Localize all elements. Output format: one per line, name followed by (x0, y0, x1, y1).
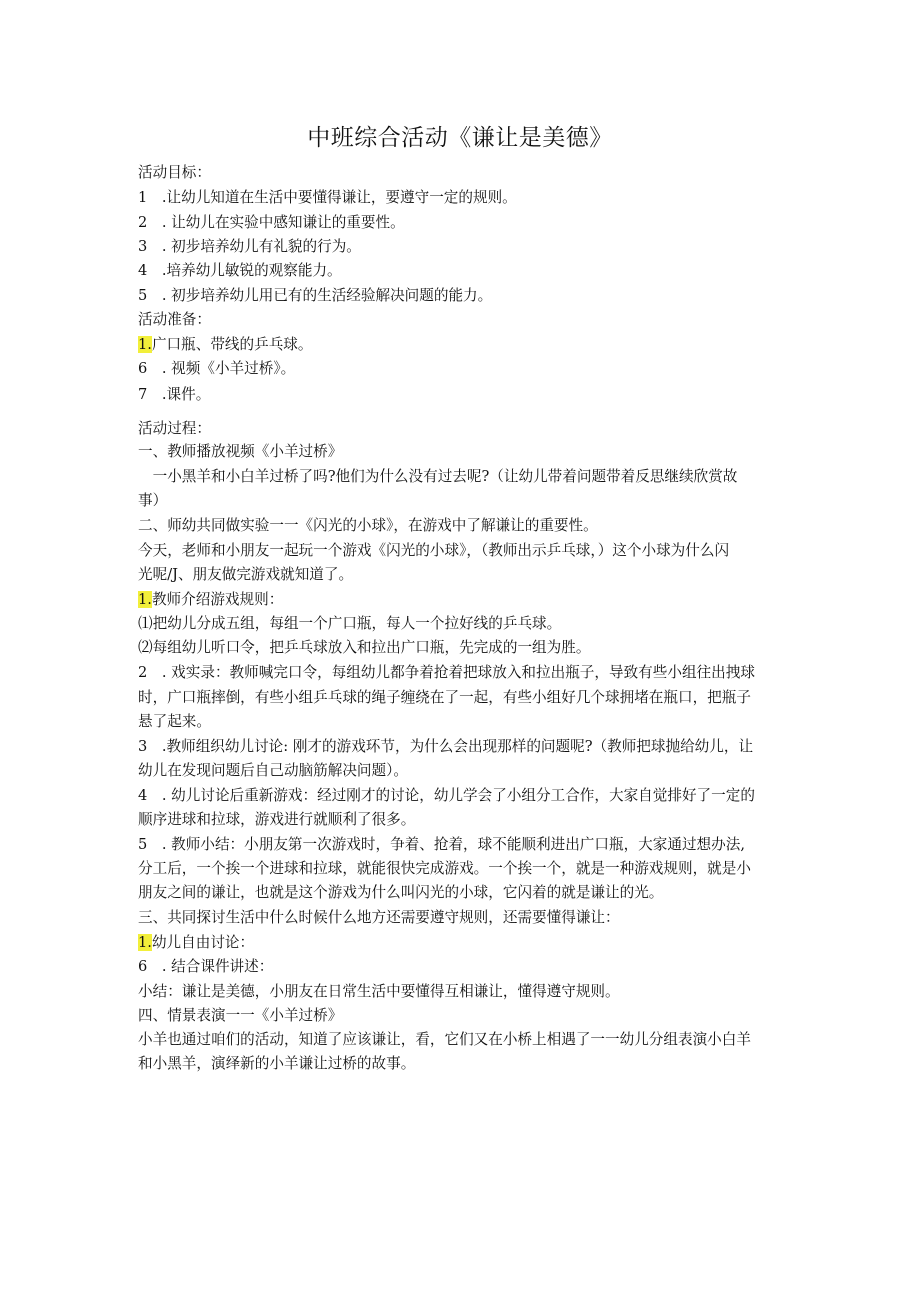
document-title: 中班综合活动《谦让是美德》 (307, 125, 613, 151)
discussion-item (138, 932, 788, 954)
highlighted-number: 1. (138, 591, 152, 608)
section-heading: 二、师幼共同做实验一一《闪光的小球》，在游戏中了解谦让的重要性。 (138, 517, 598, 534)
paragraph-line: 分工后，一个挨一个进球和拉球，就能很快完成游戏。一个挨一个，就是一种游戏规则，就是小 (138, 860, 751, 877)
paragraph-line: 时，广口瓶摔倒，有些小组乒乓球的绳子缠绕在了一起，有些小组好几个球拥堵在瓶口，把瓶子 (138, 689, 751, 706)
section-heading: 一、教师播放视频《小羊过桥》 (138, 443, 343, 460)
summary-line: 小结：谦让是美德，小朋友在日常生活中要懂得互相谦让，懂得遵守规则。 (138, 983, 620, 1000)
rule-item: ⑵每组幼儿听口令，把乒乓球放入和拉出广口瓶，先完成的一组为胜。 (138, 639, 591, 656)
goal-item: 1 .让幼儿知道在生活中要懂得谦让，要遵守一定的规则。 (138, 189, 517, 206)
goal-item: 5 . 初步培养幼儿用已有的生活经验解决问题的能力。 (138, 287, 493, 304)
prep-item-text: 广口瓶、带线的乒乓球。 (151, 336, 313, 353)
discussion-item-text: 幼儿自由讨论： (151, 934, 255, 951)
paragraph-line: 悬了起来。 (138, 713, 211, 730)
paragraph-line: 和小黑羊，演绎新的小羊谦让过桥的故事。 (138, 1055, 416, 1072)
prep-item: 6 . 视频《小羊过桥》。 (138, 360, 296, 377)
prep-heading: 活动准备： (138, 311, 211, 328)
rule-heading (138, 589, 788, 611)
prep-item: 7 .课件。 (138, 386, 211, 403)
paragraph-line: 4 . 幼儿讨论后重新游戏：经过刚才的讨论，幼儿学会了小组分工合作，大家自觉排好了一定的 (138, 787, 755, 804)
goal-item: 3 . 初步培养幼儿有礼貌的行为。 (138, 238, 361, 255)
rule-heading-text: 教师介绍游戏规则： (151, 591, 284, 608)
process-heading: 活动过程： (138, 420, 211, 437)
highlighted-number: 1. (138, 336, 152, 353)
section-heading: 四、情景表演一一《小羊过桥》 (138, 1007, 343, 1024)
paragraph-line: 光呢/J、朋友做完游戏就知道了。 (138, 566, 354, 583)
goals-heading: 活动目标： (138, 164, 211, 181)
paragraph-line: 幼儿在发现问题后自己动脑筋解决问题）。 (138, 762, 408, 779)
paragraph-line: 5 . 教师小结：小朋友第一次游戏时，争着、抢着，球不能顺利进出广口瓶，大家通过想办法, (138, 836, 745, 853)
discussion-item: 6 . 结合课件讲述： (138, 958, 274, 975)
paragraph-line: 顺序进球和拉球，游戏进行就顺利了很多。 (138, 811, 416, 828)
prep-item (138, 334, 788, 356)
goal-item: 4 .培养幼儿敏锐的观察能力。 (138, 262, 342, 279)
paragraph-line: 3 .教师组织幼儿讨论: 刚才的游戏环节，为什么会出现那样的问题呢?（教师把球抛给幼儿，让 (138, 738, 754, 755)
rule-item: ⑴把幼儿分成五组，每组一个广口瓶，每人一个拉好线的乒乓球。 (138, 615, 562, 632)
paragraph-line: 事） (138, 492, 168, 509)
section-heading: 三、共同探讨生活中什么时候什么地方还需要遵守规则，还需要懂得谦让： (138, 909, 620, 926)
paragraph-line: 2 . 戏实录：教师喊完口令，每组幼儿都争着抢着把球放入和拉出瓶子，导致有些小组往出拽球 (138, 664, 755, 681)
paragraph-line: 小羊也通过咱们的活动，知道了应该谦让，看，它们又在小桥上相遇了一一幼儿分组表演小白羊 (138, 1031, 751, 1048)
paragraph-line: 今天，老师和小朋友一起玩一个游戏《闪光的小球》，（教师出示乒乓球，）这个小球为什么闪 (138, 542, 730, 559)
highlighted-number: 1. (138, 934, 152, 951)
goal-item: 2 . 让幼儿在实验中感知谦让的重要性。 (138, 214, 405, 231)
paragraph-line: 朋友之间的谦让，也就是这个游戏为什么叫闪光的小球，它闪着的就是谦让的光。 (138, 884, 664, 901)
paragraph-line: 一小黑羊和小白羊过桥了吗?他们为什么没有过去呢?（让幼儿带着问题带着反思继续欣赏故 (138, 468, 738, 485)
